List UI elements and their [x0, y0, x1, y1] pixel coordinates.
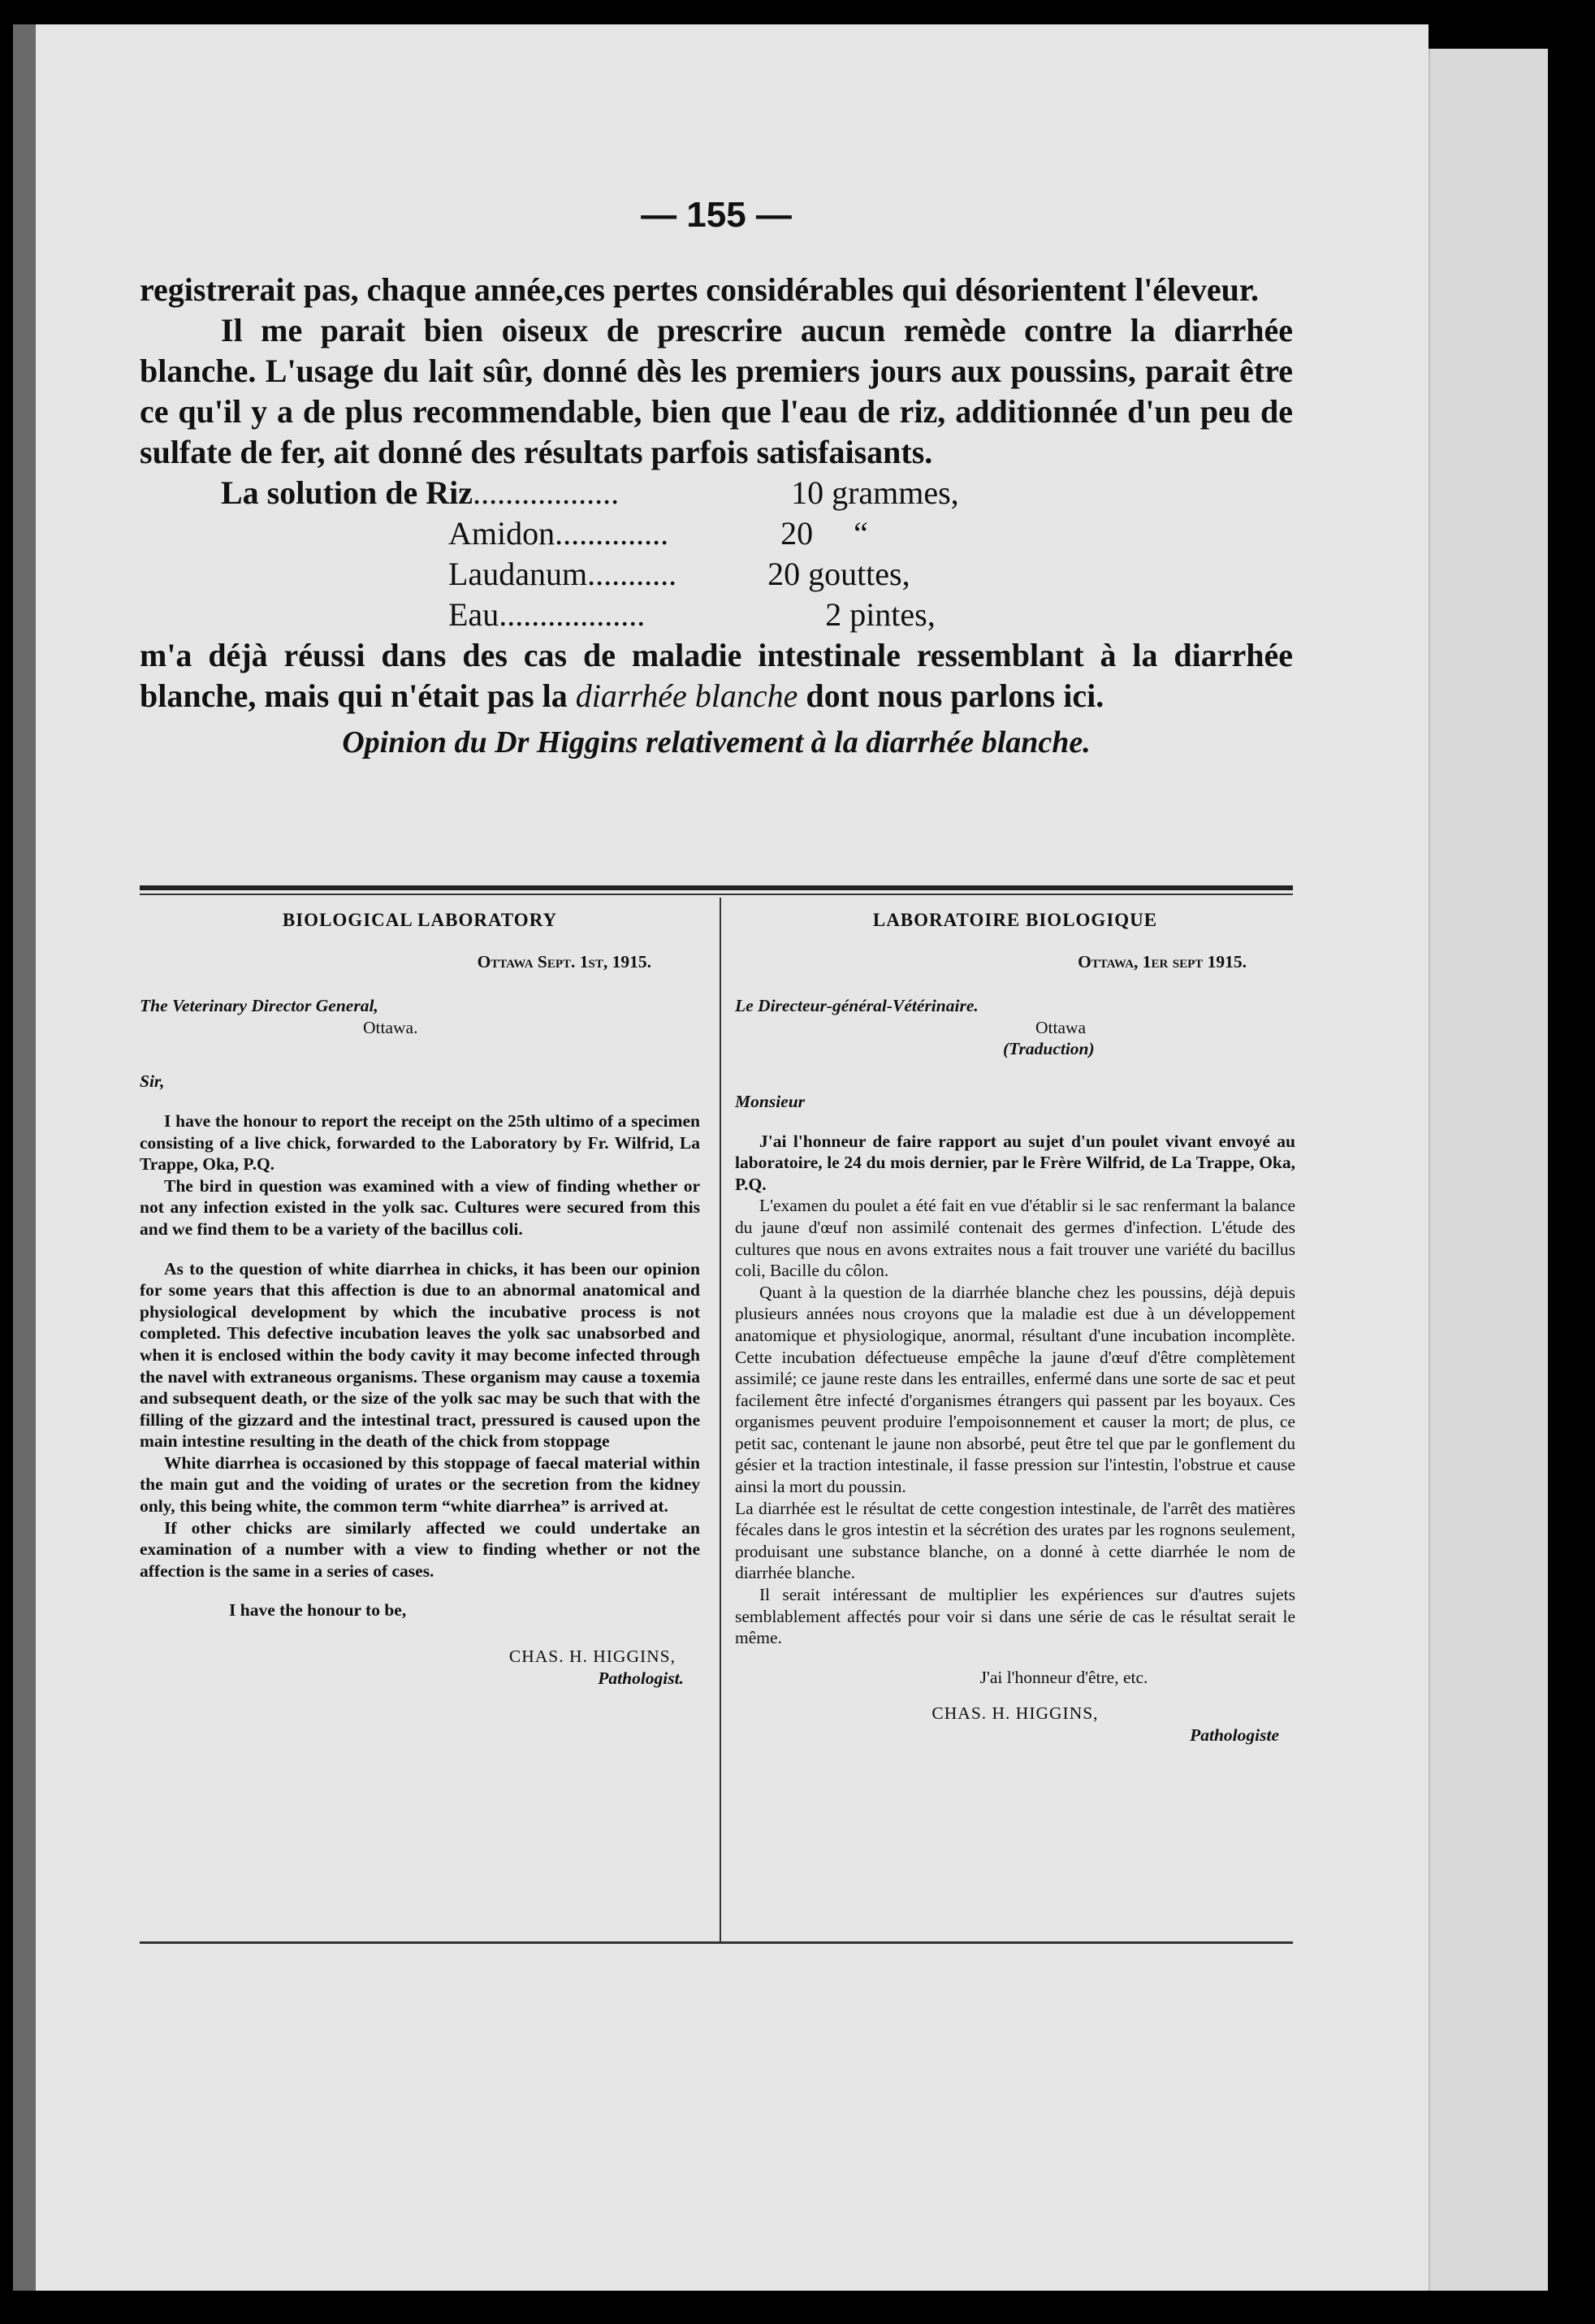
letter-salutation: Sir, [140, 1071, 165, 1092]
recipe-qty: 20 “ [780, 515, 868, 552]
recipe-row [140, 513, 1293, 554]
main-text [140, 270, 1293, 473]
letter-paragraph: As to the question of white diarrhea in chicks, it has been our opinion for some years that this affection is due to an abnormal anatomical and physiological development by which the incubative process is not completed. This defective incubation leaves the yolk sac unabsorbed and when it is enclosed within the body cavity it may become infected through the navel with extraneous organisms. These organism may cause a toxemia and subsequent death, or the size of the yolk sac may be such that with the filling of the gizzard and the intestinal tract, pressured is caused upon the main intestine resulting in the death of the chick from stoppage [140, 1258, 700, 1452]
letter-city: Ottawa [1035, 1017, 1087, 1037]
recipe-intro: La solution de [221, 474, 418, 511]
recipe-dots: ........... [587, 556, 677, 592]
recipe-item: Riz [426, 474, 473, 511]
letter-heading: LABORATOIRE BIOLOGIQUE [872, 910, 1158, 930]
text-run-italic: diarrhée blanche [575, 677, 798, 714]
text-run: m'a déjà réussi dans des cas de maladie intestinale ressemblant à la diarrhée blanche, mais qui n'était pas la [140, 637, 1293, 714]
divider-top [140, 885, 1293, 890]
page-number: — 155 — [641, 195, 792, 235]
recipe-dots: .................. [499, 596, 646, 633]
letter-paragraph: If other chicks are similarly affected we could undertake an examination of a number with a view to finding whether or not the affection is the same in a series of cases. [140, 1517, 700, 1581]
english-letter [140, 910, 700, 1689]
letter-signature: CHAS. H. HIGGINS, [508, 1647, 676, 1667]
recipe-qty: 10 grammes, [791, 474, 959, 511]
column-divider [720, 898, 721, 1941]
letter-city: Ottawa. [363, 1017, 418, 1037]
recipe-row [140, 473, 1293, 513]
letter-signer-title: Pathologist. [598, 1668, 684, 1688]
letter-signature: CHAS. H. HIGGINS, [931, 1703, 1099, 1724]
recipe-row [140, 595, 1293, 635]
recipe-item: Eau [448, 596, 499, 633]
letter-signer-title: Pathologiste [1190, 1725, 1279, 1745]
recipe-dots: .............. [555, 515, 669, 552]
letter-paragraph: Il serait intéressant de multiplier les expériences sur d'autres sujets semblablement affectés pour voir si dans une série de cas le résultat serait le même. [735, 1585, 1295, 1648]
letter-addressee: Le Directeur-général-Vétérinaire. [735, 996, 979, 1016]
recipe-row [140, 554, 1293, 595]
scan-left-edge [13, 24, 36, 2291]
letter-paragraph: La diarrhée est le résultat de cette congestion intestinale, de l'arrêt des matières fécales dans le gros intestin et la sécrétion des urates par les rognons seulement, produisant une substance blanche, on a donné à cette diarrhée le nom de diarrhée blanche. [735, 1498, 1295, 1583]
letter-paragraph: The bird in question was examined with a view of finding whether or not any infection existed in the yolk sac. Cultures were secured from this and we find them to be a variety of the bacillus coli. [140, 1175, 700, 1239]
letter-paragraph: Quant à la question de la diarrhée blanche chez les poussins, déjà depuis plusieurs années nous croyons que la maladie est due à un développement anatomique et physiologique, anormal, résultant d'une incubation incomplète. Cette incubation défectueuse empêche la jaune d'œuf d'être complètement assimilé; ce jaune reste dans les entrailles, enfermé dans une sorte de sac et peut facilement être infecté d'organismes étrangers qui passent par les boyaux. Ces organismes peuvent produire l'empoisonnement et causer la mort; de plus, ce petit sac, contenant le jaune non absorbé, peut être tel que par le gonflement du gésier et la traction intestinale, il fasse pression sur l'intestin, l'obstrue et cause ainsi la mort du poussin. [735, 1282, 1295, 1497]
letter-closing: I have the honour to be, [229, 1600, 407, 1621]
letter-paragraph: L'examen du poulet a été fait en vue d'établir si le sac renfermant la balance du jaune d'œuf non assimilé contenait des germes d'infection. L'étude des cultures que nous en avons extraites nous a fait trouver une variété du bacillus coli, Bacille du côlon. [735, 1196, 1295, 1281]
paragraph: Il me parait bien oiseux de prescrire aucun remède contre la diarrhée blanche. L'usage du lait sûr, donné dès les premiers jours aux poussins, parait être ce qu'il y a de plus recommendable, bien que l'eau de riz, additionnée d'un peu de sulfate de fer, ait donné des résultats parfois satisfaisants. [140, 312, 1293, 470]
text-run: dont nous parlons ici. [806, 677, 1104, 714]
main-text-continued [140, 635, 1293, 716]
paragraph: registrerait pas, chaque année,ces pertes considérables qui désorientent l'éleveur. [140, 271, 1260, 308]
recipe-qty: 20 gouttes, [767, 556, 910, 592]
divider-top-thin [140, 894, 1293, 895]
letter-heading: BIOLOGICAL LABORATORY [282, 910, 558, 930]
recipe-item: Laudanum [448, 556, 588, 592]
recipe [140, 473, 1293, 635]
recipe-dots: .................. [473, 474, 620, 511]
letter-addressee: The Veterinary Director General, [140, 996, 378, 1016]
page-edge [1429, 49, 1548, 2291]
recipe-item: Amidon [448, 515, 555, 552]
page-content [140, 195, 1293, 762]
letter-translation-note: (Traduction) [1003, 1039, 1095, 1059]
divider-bottom [140, 1941, 1293, 1944]
letter-salutation: Monsieur [735, 1091, 806, 1111]
letter-closing: J'ai l'honneur d'être, etc. [979, 1667, 1148, 1687]
letter-paragraph: I have the honour to report the receipt on the 25th ultimo of a specimen consisting of a live chick, forwarded to the Laboratory by Fr. Wilfrid, La Trappe, Oka, P.Q. [140, 1110, 700, 1175]
recipe-qty: 2 pintes, [825, 596, 936, 633]
opinion-heading: Opinion du Dr Higgins relativement à la diarrhée blanche. [342, 725, 1091, 760]
letter-date: Ottawa, 1er sept 1915. [1078, 951, 1247, 972]
paragraph [140, 635, 1293, 716]
letter-paragraph: White diarrhea is occasioned by this stoppage of faecal material within the main gut and the voiding of urates or the secretion from the kidney only, this being white, the common term “white diarrhea” is arrived at. [140, 1452, 700, 1517]
letter-paragraph: J'ai l'honneur de faire rapport au sujet d'un poulet vivant envoyé au laboratoire, le 24 du mois dernier, par le Frère Wilfrid, de La Trappe, Oka, P.Q. [735, 1131, 1295, 1194]
french-letter [735, 910, 1295, 1746]
letter-date: Ottawa Sept. 1st, 1915. [477, 951, 651, 972]
